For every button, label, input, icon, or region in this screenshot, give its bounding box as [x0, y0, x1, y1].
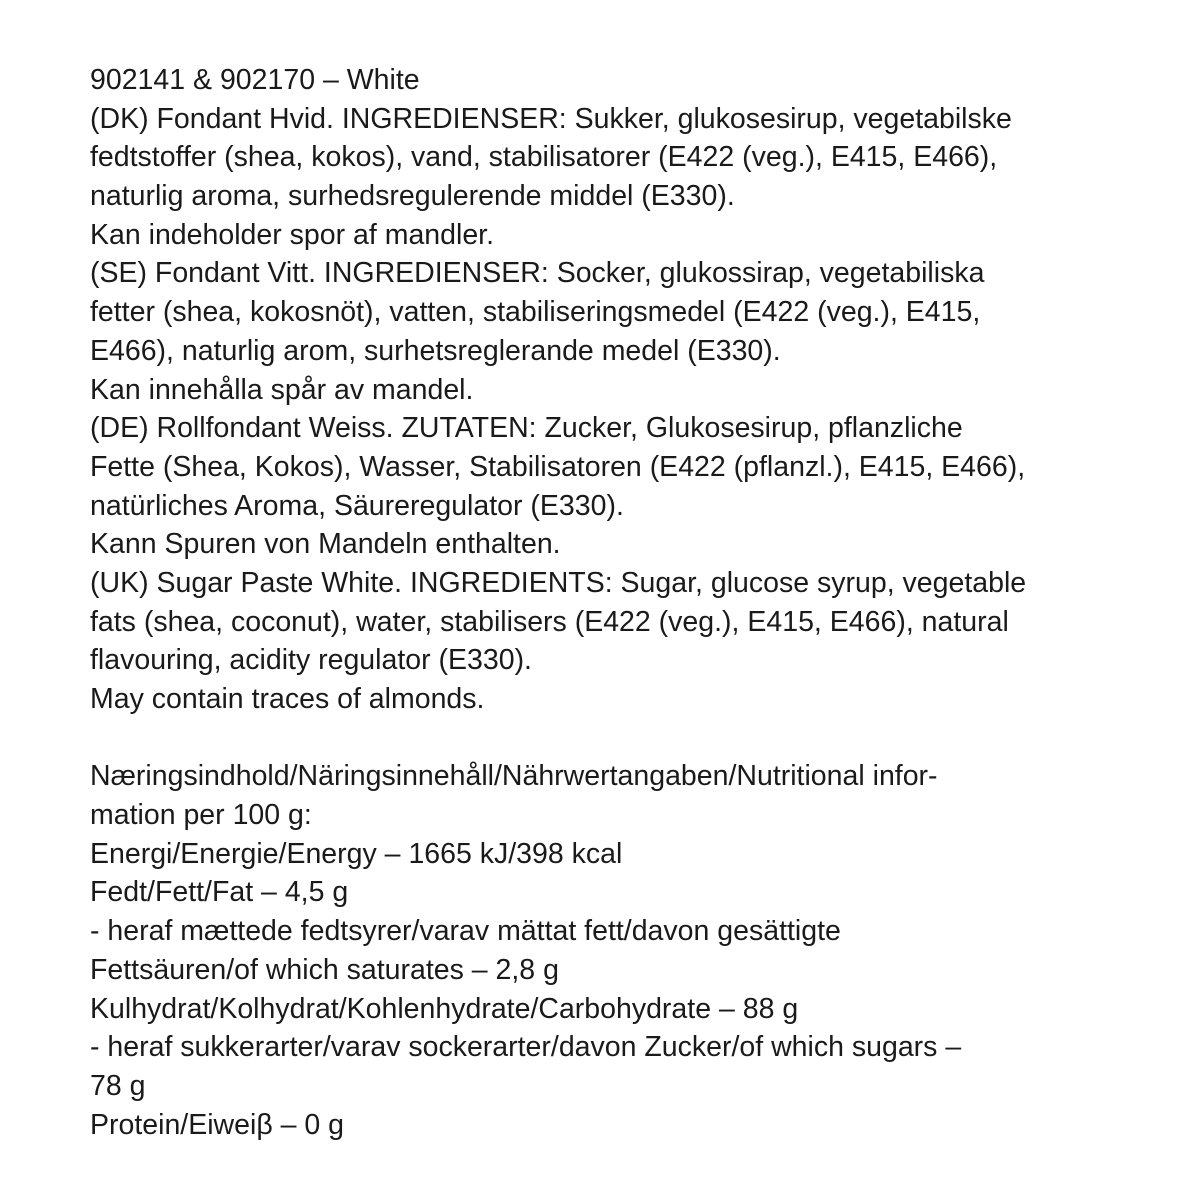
- ingredients-line: Kan indeholder spor af mandler.: [90, 218, 495, 251]
- nutrition-line: - heraf mættede fedtsyrer/varav mättat fett/davon gesättigte: [90, 915, 841, 948]
- ingredients-line: natürliches Aroma, Säureregulator (E330).: [90, 489, 624, 522]
- nutrition-line: Kulhydrat/Kolhydrat/Kohlenhydrate/Carbohydrate – 88 g: [90, 992, 799, 1025]
- nutrition-line: mation per 100 g:: [90, 799, 312, 832]
- nutrition-line: Fettsäuren/of which saturates – 2,8 g: [90, 953, 559, 986]
- spacer: [90, 719, 1026, 758]
- ingredients-line: Kann Spuren von Mandeln enthalten.: [90, 528, 561, 561]
- ingredients-line: Fette (Shea, Kokos), Wasser, Stabilisatoren (E422 (pflanzl.), E415, E466),: [90, 450, 1026, 483]
- nutrition-line: Energi/Energie/Energy – 1665 kJ/398 kcal: [90, 837, 623, 870]
- ingredients-line: Kan innehålla spår av mandel.: [90, 373, 474, 406]
- ingredients-line: fats (shea, coconut), water, stabilisers (E422 (veg.), E415, E466), natural: [90, 605, 1009, 638]
- nutrition-line: Fedt/Fett/Fat – 4,5 g: [90, 876, 349, 909]
- ingredients-line: (SE) Fondant Vitt. INGREDIENSER: Socker, glukossirap, vegetabiliska: [90, 257, 985, 290]
- ingredients-line: (DK) Fondant Hvid. INGREDIENSER: Sukker, glukosesirup, vegetabilske: [90, 102, 1012, 135]
- nutrition-line: Protein/Eiweiβ – 0 g: [90, 1108, 345, 1141]
- label-text-document: [90, 61, 1026, 1144]
- ingredients-line: fedtstoffer (shea, kokos), vand, stabilisatorer (E422 (veg.), E415, E466),: [90, 141, 998, 174]
- ingredients-line: (DE) Rollfondant Weiss. ZUTATEN: Zucker, Glukosesirup, pflanzliche: [90, 412, 963, 445]
- product-title: 902141 & 902170 – White: [90, 64, 420, 96]
- ingredients-line: flavouring, acidity regulator (E330).: [90, 644, 532, 677]
- ingredients-section: [90, 100, 1026, 719]
- ingredients-line: (UK) Sugar Paste White. INGREDIENTS: Sugar, glucose syrup, vegetable: [90, 566, 1027, 599]
- nutrition-section: [90, 757, 1026, 1144]
- ingredients-line: naturlig aroma, surhedsregulerende middel (E330).: [90, 180, 735, 213]
- nutrition-line: - heraf sukkerarter/varav sockerarter/davon Zucker/of which sugars –: [90, 1031, 962, 1064]
- nutrition-line: Næringsindhold/Näringsinnehåll/Nährwertangaben/Nutritional infor-: [90, 760, 938, 793]
- ingredients-line: fetter (shea, kokosnöt), vatten, stabiliseringsmedel (E422 (veg.), E415,: [90, 296, 981, 329]
- ingredients-line: E466), naturlig arom, surhetsreglerande medel (E330).: [90, 334, 781, 367]
- nutrition-line: 78 g: [90, 1069, 146, 1102]
- ingredients-line: May contain traces of almonds.: [90, 683, 485, 715]
